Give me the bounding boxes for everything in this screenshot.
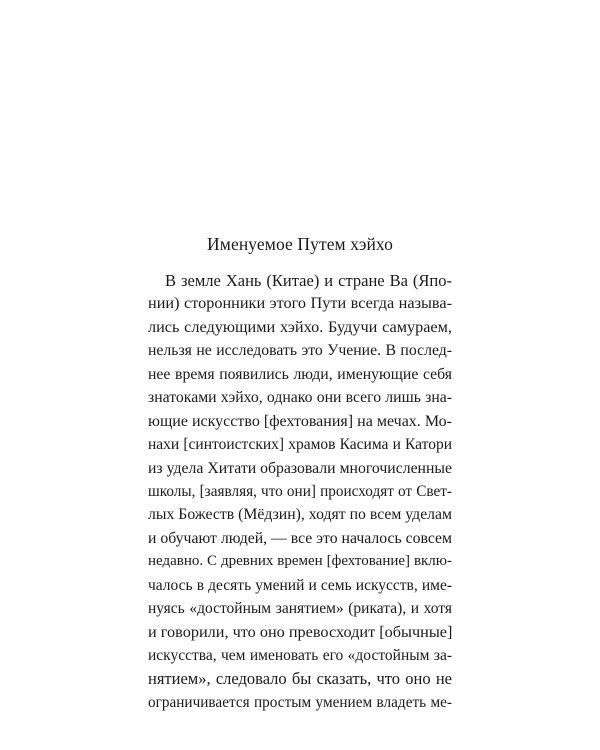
text-line: ющие искусство [фехтования] на мечах. Мо-	[148, 412, 452, 430]
section-title: Именуемое Путем хэйхо	[207, 234, 393, 254]
text-line: школы, [заявляя, что они] происходят от Свет-	[148, 482, 452, 500]
text-line: ограничивается простым умением владеть ме-	[148, 693, 452, 711]
text-line: нии) сторонники этого Пути всегда называ-	[148, 294, 452, 313]
text-line: В земле Хань (Китае) и стране Ва (Япо-	[165, 271, 452, 290]
text-line: нахи [синтоистских] храмов Касима и Катори	[148, 436, 452, 454]
text-line: недавно. С древних времен [фехтование] вклю-	[148, 553, 452, 570]
text-line: нуясь «достойным занятием» (риката), и хотя	[148, 600, 452, 618]
text-line: нятием», следовало бы сказать, что оно не	[148, 669, 452, 689]
body-paragraph	[148, 269, 452, 714]
text-line: чалось в десять умений и семь искусств, име-	[148, 576, 452, 594]
text-line: лись следующими хэйхо. Будучи самураем,	[148, 317, 452, 336]
text-line: из удела Хитати образовали многочисленные	[148, 459, 452, 477]
text-line: и обучают людей, — все это началось совсем	[148, 529, 452, 547]
text-line: нельзя не исследовать это Учение. В послед-	[148, 342, 452, 360]
text-line: искусства, чем именовать его «достойным за-	[148, 647, 452, 664]
text-line: лых Божеств (Мёдзин), ходят по всем уделам	[148, 506, 452, 524]
text-line: знатоками хэйхо, однако они всего лишь зна-	[148, 389, 452, 407]
text-line: нее время появились люди, именующие себя	[148, 365, 452, 383]
text-line: и говорили, что оно превосходит [обычные]	[148, 622, 453, 641]
